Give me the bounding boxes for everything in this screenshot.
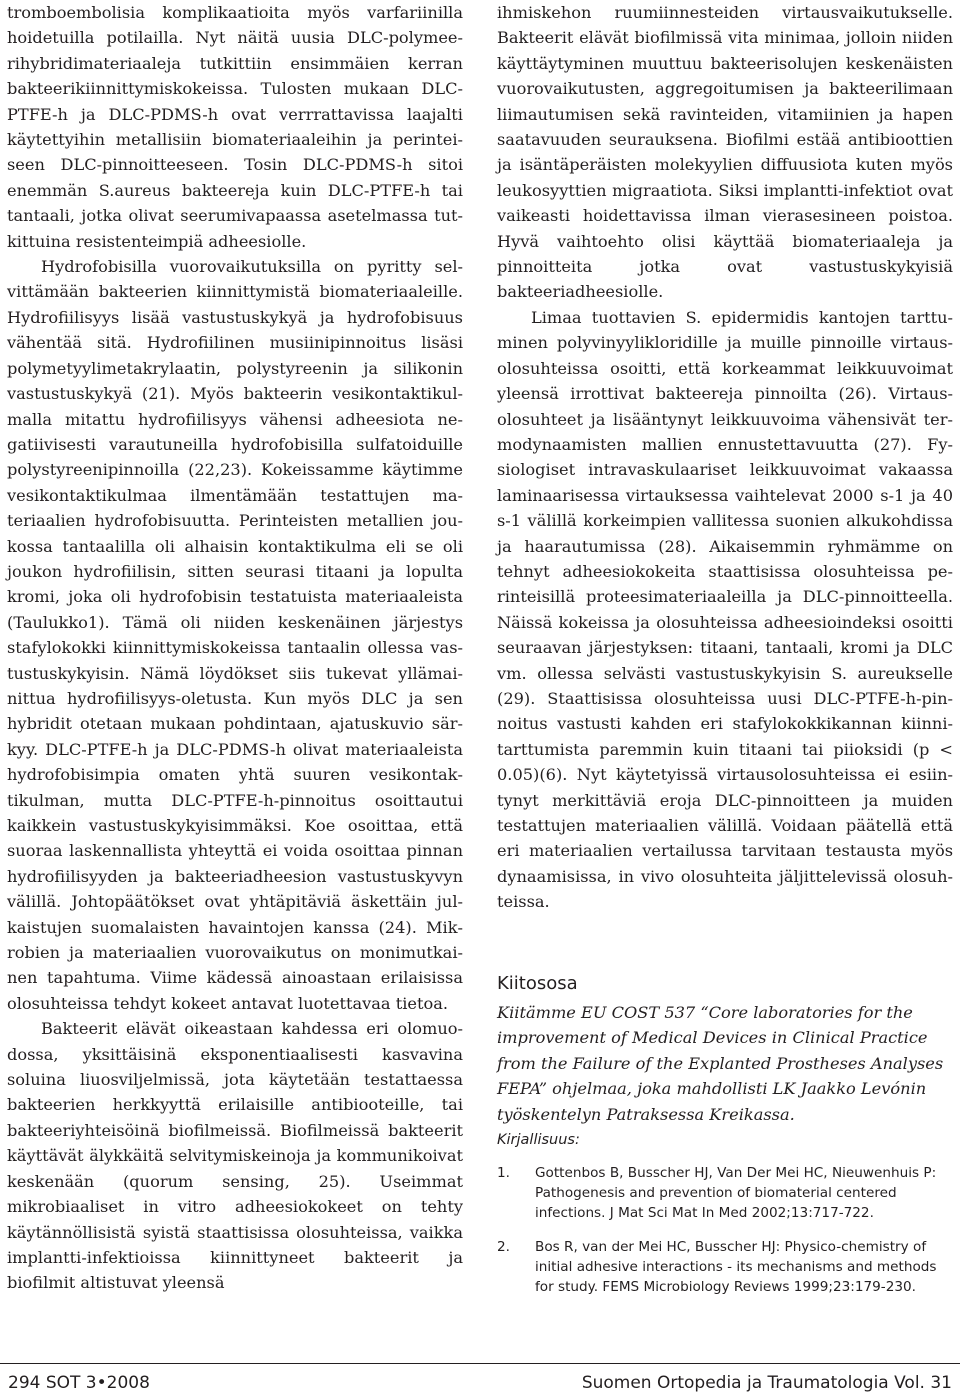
body-paragraph: tromboembolisia komplikaatioita myös varfariinilla hoidetuilla potilailla. Nyt näitä uusia DLC-polymeerihybridimateriaaleja tutkittiin ensimmäien kerran bakteerikiinnittymiskokeissa. Tulosten mukaan DLC-PTFE-h ja DLC-PDMS-h ovat verrrattavissa laajalti käytettyihin metallisiin biomateriaaleihin ja perinteiseen DLC-pinnoitteeseen. Tosin DLC-PDMS-h sitoi enemmän S.aureus bakteereja kuin DLC-PTFE-h tai tantaali, jotka olivat seerumivapaassa asetelmassa tutkittuina resistenteimpiä adheesiolle.	[7, 3, 463, 251]
footer-rule	[0, 1363, 960, 1364]
references-heading: Kirjallisuus:	[497, 1132, 580, 1149]
references-list	[497, 1163, 953, 1297]
reference-item	[497, 1163, 953, 1223]
footer-issue: 294 SOT 3•2008	[8, 1373, 150, 1393]
acknowledgement-heading: Kiitososa	[497, 972, 578, 994]
reference-item	[497, 1237, 953, 1297]
body-paragraph: ihmiskehon ruumiinnesteiden virtausvaikutukselle. Bakteerit elävät biofilmissä vita minimaa, jolloin niiden käyttäytyminen muuttuu bakteerisolujen keskenäisten vuorovaikutusten, aggregoitumisen ja bakteerilimaan liimautumisen sekä ravinteiden, vitamiinien ja hapen saatavuuden seurauksena. Biofilmi estää antibioottien ja isäntäperäisten molekyylien diffuusiota kuten myös leukosyyttien migraatiota. Siksi implantti-infektiot ovat vaikeasti hoidettavissa ilman vierasesineen poistoa. Hyvä vaihtoehto olisi käyttää biomateriaaleja ja pinnoitteita jotka ovat vastustuskykyisiä bakteeriadheesiolle.	[497, 3, 953, 302]
acknowledgement-text: Kiitämme EU COST 537 “Core laboratories for the improvement of Medical Devices in Clinical Practice from the Failure of the Explanted Prostheses Analyses FEPA” ohjelmaa, joka mahdollisti LK Jaakko Levónin työskentelyn Patraksessa Kreikassa.	[497, 1003, 944, 1124]
reference-number: 2.	[497, 1239, 510, 1256]
reference-number: 1.	[497, 1165, 510, 1182]
footer-journal-title: Suomen Ortopedia ja Traumatologia Vol. 31	[581, 1373, 952, 1393]
reference-text: Bos R, van der Mei HC, Busscher HJ: Physico-chemistry of initial adhesive interactions - its mechanisms and methods for study. FEMS Microbiology Reviews 1999;23:179-230.	[535, 1239, 937, 1296]
reference-text: Gottenbos B, Busscher HJ, Van Der Mei HC, Nieuwenhuis P: Pathogenesis and prevention of biomaterial centered infections. J Mat Sci Mat In Med 2002;13:717-722.	[535, 1165, 937, 1222]
left-column	[7, 0, 463, 1296]
right-column	[497, 0, 953, 1311]
body-paragraph: Limaa tuottavien S. epidermidis kantojen tarttuminen polyvinyylikloridille ja muille pinnoille virtausolosuhteissa osoitti, että korkeammat leikkuuvoimat yleensä irrottivat bakteereja pinnoilta (26). Virtausolosuhteet ja lisääntynyt leikkuuvoima vähensivät termodynaamisten mallien ennustettavuutta (27). Fysiologiset intravaskulaariset leikkuuvoimat vakaassa laminaarisessa virtauksessa vaihtelevat 2000 s-1 ja 40 s-1 välillä korkeimpien vallitessa suonien alkukohdissa ja haarautumissa (28). Aikaisemmin ryhmämme on tehnyt adheesiokokeita staattisissa olosuhteissa perinteisillä proteesimateriaaleilla ja DLC-pinnoitteella. Näissä kokeissa ja olosuhteissa adheesioindeksi osoitti seuraavan järjestyksen: titaani, tantaali, kromi ja DLC vm. ollessa selvästi vastustuskykyisin S. aureukselle (29). Staattisissa olosuhteissa uusi DLC-PTFE-h-pinnoitus vastusti kahden eri stafylokokkikannan kiinnitarttumista paremmin kuin titaani tai piioksidi (p < 0.05)(6). Nyt käytetyissä virtausolosuhteissa ei esiintynyt merkittäviä eroja DLC-pinnoitteen ja muiden testattujen materiaalien välillä. Voidaan päätellä että eri materiaalien vertailussa tarvitaan testausta myös dynaamisissa, in vivo olosuhteita jäljittelevissä olosuhteissa.	[497, 307, 953, 912]
body-paragraph: Hydrofobisilla vuorovaikutuksilla on pyritty selvittämään bakteerien kiinnittymistä biomateriaaleille. Hydrofiilisyys lisää vastustuskykyä ja hydrofobisuus vähentää sitä. Hydrofiilinen musiinipinnoitus lisäsi polymetyylimetakrylaatin, polystyreenin ja silikonin vastustuskykyä (21). Myös bakteerin vesikontaktikulmalla mitattu hydrofiilisyys vähensi adheesiota negatiivisesti varautuneilla hydrofobisilla sulfatoiduille polystyreenipinnoilla (22,23). Kokeissamme käytimme vesikontaktikulmaa ilmentämään testattujen materiaalien hydrofobisuutta. Perinteisten metallien joukossa tantaalilla oli alhaisin kontaktikulma eli se oli joukon hydrofiilisin, sitten seurasi titaani ja lopulta kromi, joka oli hydrofobisin testatuista materiaaleista (Taulukko1). Tämä oli niiden keskenäinen järjestys stafylokokki kiinnittymiskokeissa tantaalin ollessa vastustuskykyisin. Nämä löydökset siis tukevat yllämainittua hydrofiilisyys-oletusta. Kun myös DLC ja sen hybridit otetaan mukaan pohdintaan, ajatuskuvio särkyy. DLC-PTFE-h ja DLC-PDMS-h olivat materiaaleista hydrofobisimpia omaten yhtä suuren vesikontaktikulman, mutta DLC-PTFE-h-pinnoitus osoittautui kaikkein vastustuskykyisimmäksi. Koe osoittaa, että suoraa laskennallista yhteyttä ei voida osoittaa pinnan hydrofiilisyyden ja bakteeriadheesion vastustuskyvyn välillä. Johtopäätökset ovat yhtäpitäviä äskettäin julkaistujen suomalaisten havaintojen kanssa (24). Mikrobien ja materiaalien vuorovaikutus on monimutkainen tapahtuma. Viime kädessä ainoastaan erilaisissa olosuhteissa tehdyt kokeet antavat luotettavaa tietoa.	[7, 257, 463, 1013]
body-paragraph: Bakteerit elävät oikeastaan kahdessa eri olomuodossa, yksittäisinä eksponentiaalisesti kasvavina soluina liuosviljelmissä, jota käytetään testattaessa bakteerien herkkyyttä erilaisille antibiooteille, tai bakteeriyhteisöinä biofilmeissä. Biofilmeissä bakteerit käyttävät älykkäitä selvitymiskeinoja ja kommunikoivat keskenään (quorum sensing, 25). Useimmat mikrobiaaliset in vitro adheesiokokeet on tehty käytännöllisistä syistä staattisissa olosuhteissa, vaikka implantti-infektioissa kiinnittyneet bakteerit ja biofilmit altistuvat yleensä	[7, 1019, 463, 1293]
